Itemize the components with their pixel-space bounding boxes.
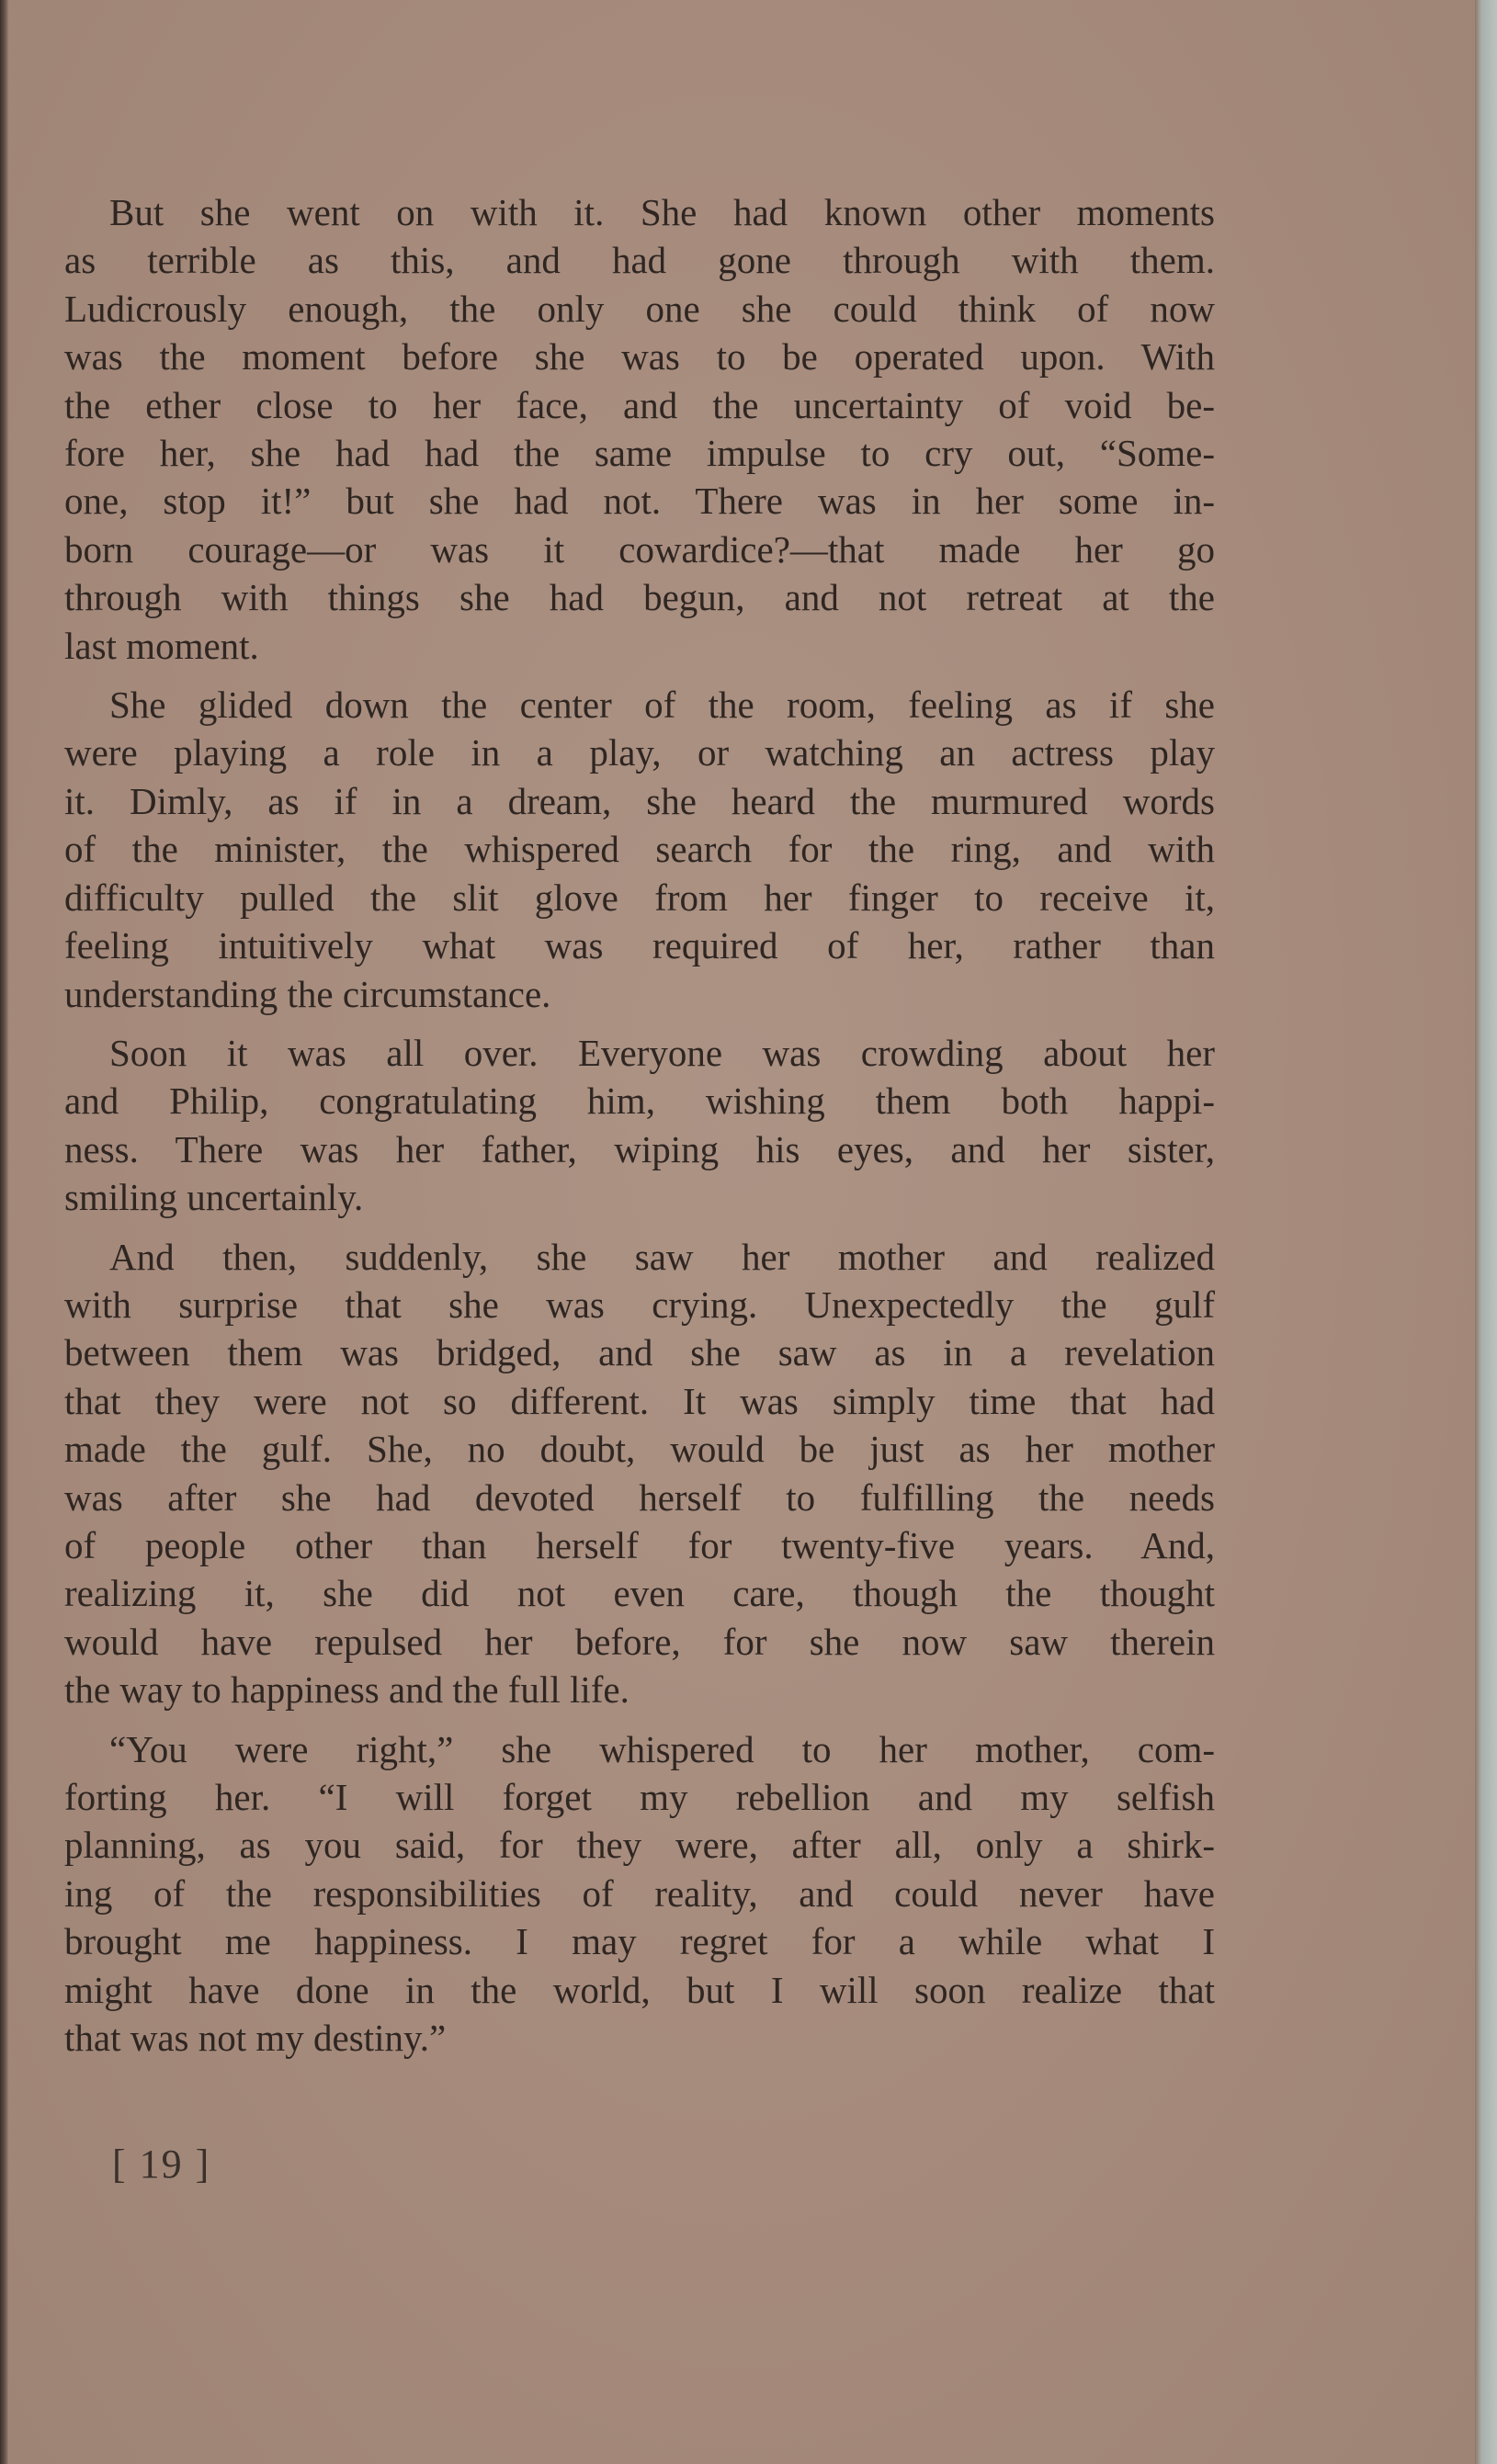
text-line: through with things she had begun, and not retreat at the xyxy=(64,576,1215,619)
text-line: forting her. “I will forget my rebellion and my selfish xyxy=(64,1776,1215,1818)
text-line: born courage—or was it cowardice?—that made her go xyxy=(64,527,1215,571)
text-line: that they were not so different. It was simply time that had xyxy=(64,1379,1215,1422)
text-line: as terrible as this, and had gone through with them. xyxy=(64,239,1215,282)
text-line: But she went on with it. She had known other moments xyxy=(109,191,1215,233)
text-line: the way to happiness and the full life. xyxy=(64,1668,629,1712)
text-line: realizing it, she did not even care, though the thought xyxy=(64,1572,1215,1615)
text-line: ness. There was her father, wiping his eyes, and her sister, xyxy=(64,1127,1215,1170)
text-line: and Philip, congratulating him, wishing them both happi- xyxy=(64,1079,1215,1123)
text-line: one, stop it!” but she had not. There was in her some in- xyxy=(64,480,1215,523)
text-line: might have done in the world, but I will soon realize that xyxy=(64,1968,1215,2011)
paragraph-2 xyxy=(64,681,1215,1018)
text-line: brought me happiness. I may regret for a while what I xyxy=(64,1920,1215,1963)
text-line: Soon it was all over. Everyone was crowding about her xyxy=(109,1031,1215,1074)
text-line: were playing a role in a play, or watching an actress play xyxy=(64,731,1215,774)
text-line: made the gulf. She, no doubt, would be just as her mother xyxy=(64,1428,1215,1471)
text-line: was the moment before she was to be operated upon. With xyxy=(64,335,1215,379)
page-number: [ 19 ] xyxy=(112,2142,211,2187)
text-line: “You were right,” she whispered to her mother, com- xyxy=(109,1727,1215,1770)
body-text xyxy=(64,188,1215,2073)
text-line: was after she had devoted herself to fulfilling the needs xyxy=(64,1475,1215,1519)
page-binding-edge xyxy=(0,0,9,2464)
text-line: of the minister, the whispered search for the ring, and with xyxy=(64,828,1215,871)
text-line: ing of the responsibilities of reality, and could never have xyxy=(64,1871,1215,1915)
text-line: that was not my destiny.” xyxy=(64,2017,447,2060)
text-line: Ludicrously enough, the only one she could think of now xyxy=(64,287,1215,330)
text-line: between them was bridged, and she saw as in a revelation xyxy=(64,1331,1215,1374)
text-line: And then, suddenly, she saw her mother and realized xyxy=(109,1235,1215,1278)
text-line: with surprise that she was crying. Unexpectedly the gulf xyxy=(64,1283,1215,1326)
text-line: fore her, she had had the same impulse to cry out, “Some- xyxy=(64,432,1215,475)
paragraph-3 xyxy=(64,1029,1215,1222)
text-line: She glided down the center of the room, feeling as if she xyxy=(109,684,1215,727)
paragraph-4 xyxy=(64,1233,1215,1714)
text-line: the ether close to her face, and the uncertainty of void be- xyxy=(64,383,1215,426)
text-line: it. Dimly, as if in a dream, she heard the murmured words xyxy=(64,779,1215,822)
text-line: difficulty pulled the slit glove from her finger to receive it, xyxy=(64,876,1215,919)
scan-background-edge xyxy=(1475,0,1497,2464)
text-line: last moment. xyxy=(64,624,259,667)
paragraph-5 xyxy=(64,1725,1215,2063)
text-line: feeling intuitively what was required of her, rather than xyxy=(64,924,1215,967)
text-line: smiling uncertainly. xyxy=(64,1176,364,1219)
text-line: planning, as you said, for they were, after all, only a shirk- xyxy=(64,1824,1215,1867)
text-line: would have repulsed her before, for she now saw therein xyxy=(64,1620,1215,1663)
paragraph-1 xyxy=(64,188,1215,670)
text-line: of people other than herself for twenty-five years. And, xyxy=(64,1523,1215,1566)
text-line: understanding the circumstance. xyxy=(64,972,551,1015)
